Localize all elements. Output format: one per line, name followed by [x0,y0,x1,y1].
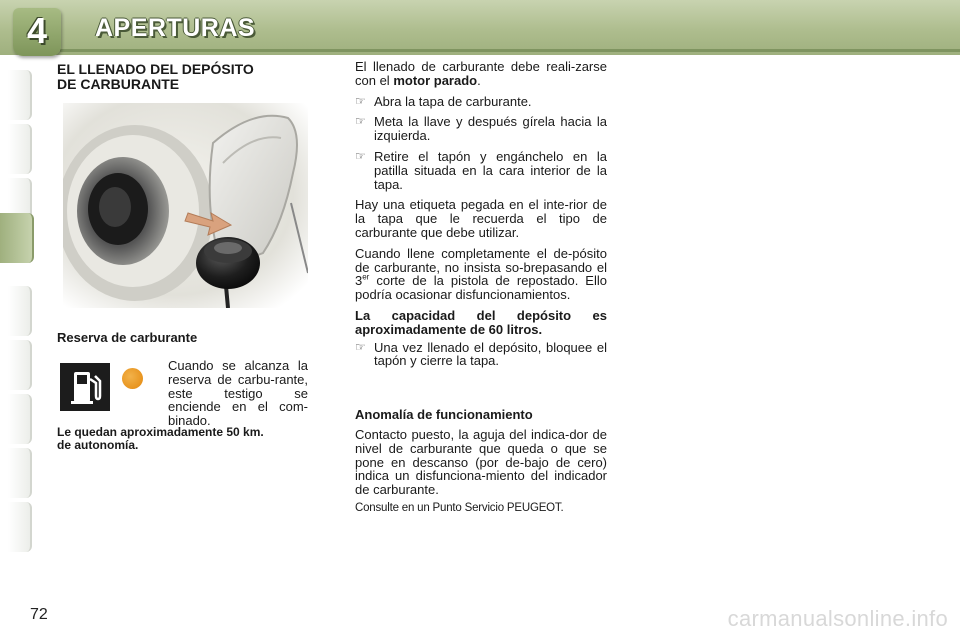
full-tank-text-end: corte de la pistola de repostado. Ello podría ocasionar disfuncionamientos. [355,273,607,303]
warning-lamp-icon [122,368,143,389]
full-tank-text: Cuando llene completamente el de-pósito de carburante, no insista so-brepasando el 3 [355,245,607,289]
anomaly-section [355,407,607,523]
side-tab-4-active[interactable] [0,213,34,263]
anomaly-text: Contacto puesto, la aguja del indica-dor de nivel de carburante que queda o que se pone en descanso (por de-bajo de cero) indica un disfunciona-miento del indicador de carburante. [355,427,607,498]
autonomy-note [57,426,312,452]
header-underline [60,49,960,52]
side-tab-2[interactable] [8,124,32,174]
intro-bold: motor parado [393,72,478,88]
reserve-text: Cuando se alcanza la reserva de carbu-rante, este testigo se enciende en el com-binado. [168,358,308,429]
section-heading-line1: EL LLENADO DEL DEPÓSITO [57,61,254,77]
intro-end: . [477,72,481,88]
chapter-number: 4 [26,10,48,51]
side-tab-1[interactable] [8,70,32,120]
autonomy-line2: de autonomía. [57,438,139,452]
step-item [355,95,607,109]
full-tank-paragraph [355,247,607,302]
watermark: carmanualsonline.info [727,606,948,631]
side-tab-9[interactable] [8,502,32,552]
side-tab-8[interactable] [8,448,32,498]
step-item [355,115,607,143]
page-number: 72 [30,606,48,623]
autonomy-line1: Le quedan aproximadamente 50 km. [57,425,264,439]
step-item [355,341,607,369]
fuel-filler-photo [63,103,308,308]
chapter-side-tabs [0,70,34,575]
capacity-note: La capacidad del depósito es aproximadamente de 60 litros. [355,307,607,337]
anomaly-heading: Anomalía de funcionamiento [355,407,533,422]
pointing-hand-icon: ☞ [355,339,366,354]
reserve-heading: Reserva de carburante [57,330,198,345]
side-tab-5[interactable] [8,286,32,336]
pointing-hand-icon: ☞ [355,93,366,108]
step-text: Retire el tapón y engánchelo en la patilla situada en la cara interior de la tapa. [374,148,607,192]
side-tab-7[interactable] [8,394,32,444]
step-text: Meta la llave y después gírela hacia la izquierda. [374,114,607,144]
left-column [57,62,312,92]
step-text: Abra la tapa de carburante. [374,93,532,109]
consult-note: Consulte en un Punto Servicio PEUGEOT. [355,501,564,514]
intro-text: El llenado de carburante debe reali-zarse con el [355,59,607,88]
step-item [355,150,607,191]
fuel-pump-icon [60,363,110,411]
chapter-tab [13,8,61,56]
pointing-hand-icon: ☞ [355,114,366,129]
right-column [355,60,607,375]
side-tab-6[interactable] [8,340,32,390]
ordinal-suffix: er [362,273,370,283]
pointing-hand-icon: ☞ [355,148,366,163]
intro-paragraph [355,60,607,88]
step-text: Una vez llenado el depósito, bloquee el tapón y cierre la tapa. [374,339,607,369]
page-title: APERTURAS [95,14,256,42]
section-heading-line2: DE CARBURANTE [57,76,180,92]
label-paragraph: Hay una etiqueta pegada en el inte-rior de la tapa que le recuerda el tipo de carburante que debe utilizar. [355,197,607,240]
section-heading [57,62,312,92]
